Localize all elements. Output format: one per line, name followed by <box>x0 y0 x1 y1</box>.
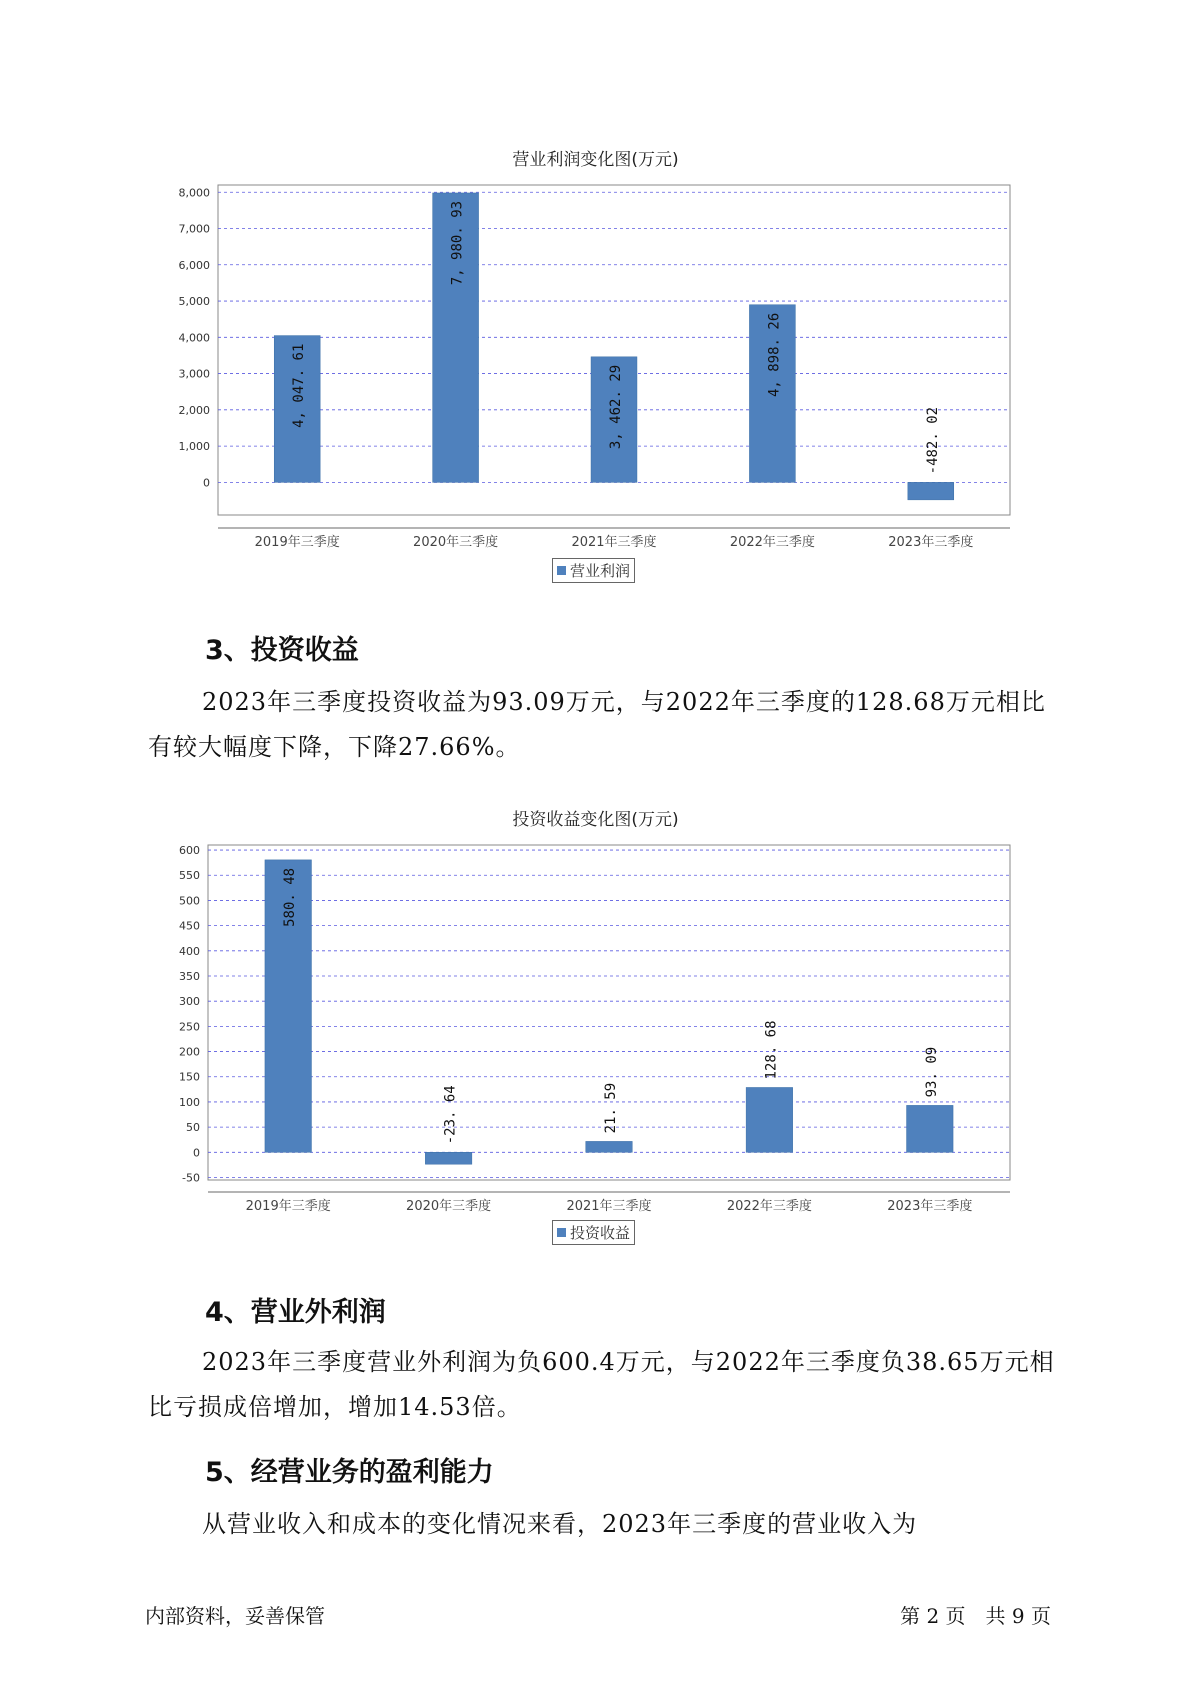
legend-swatch-1 <box>557 566 566 575</box>
legend-swatch-2 <box>557 1228 566 1237</box>
y-tick-label: 4,000 <box>178 331 210 345</box>
bar <box>746 1087 793 1152</box>
y-tick-label: 1,000 <box>178 440 210 454</box>
chart-1-legend-label: 营业利润 <box>570 562 631 580</box>
chart-1-legend <box>552 558 635 583</box>
bar-value-label: 7, 980. 93 <box>449 200 466 286</box>
x-category-label: 2021年三季度 <box>566 1199 652 1214</box>
bar <box>586 1141 633 1152</box>
y-tick-label: 7,000 <box>178 222 210 236</box>
bar-value-label: 21. 59 <box>603 1082 619 1134</box>
x-category-label: 2019年三季度 <box>254 535 340 550</box>
y-tick-label: 600 <box>179 844 200 858</box>
y-tick-label: 200 <box>179 1045 200 1059</box>
footer-page-number: 第 2 页 共 9 页 <box>900 1604 1051 1628</box>
chart-2-title: 投资收益变化图(万元) <box>512 810 679 830</box>
bar-value-label: 4, 047. 61 <box>291 343 308 428</box>
y-tick-label: 450 <box>179 919 200 933</box>
x-category-label: 2021年三季度 <box>571 535 657 550</box>
bar <box>908 482 954 499</box>
section-4-paragraph: 2023年三季度营业外利润为负600.4万元，与2022年三季度负38.65万元相比亏损成倍增加，增加14.53倍。 <box>148 1348 1055 1421</box>
bar-value-label: 3, 462. 29 <box>608 364 624 450</box>
x-category-label: 2023年三季度 <box>887 1199 973 1214</box>
x-category-label: 2020年三季度 <box>406 1199 492 1214</box>
x-category-label: 2020年三季度 <box>413 535 499 550</box>
operating-profit-chart <box>0 170 1191 550</box>
y-tick-label: 5,000 <box>178 295 210 309</box>
x-category-label: 2019年三季度 <box>245 1199 331 1214</box>
y-tick-label: 0 <box>193 1146 200 1160</box>
x-category-label: 2022年三季度 <box>729 535 815 550</box>
section-5-heading: 5、经营业务的盈利能力 <box>205 1457 494 1488</box>
bar <box>425 1152 472 1164</box>
bar-value-label: 4, 898. 26 <box>766 312 783 398</box>
y-tick-label: 100 <box>179 1095 200 1109</box>
y-tick-label: 150 <box>179 1070 200 1084</box>
y-tick-label: 500 <box>179 894 200 908</box>
bar-value-label: 128. 68 <box>763 1020 780 1080</box>
bar-value-label: -482. 02 <box>924 406 941 475</box>
section-3-heading: 3、投资收益 <box>205 635 359 666</box>
investment-income-chart <box>0 830 1191 1225</box>
y-tick-label: 6,000 <box>178 258 210 272</box>
y-tick-label: 50 <box>186 1121 200 1135</box>
chart-2-legend <box>552 1220 635 1245</box>
section-4-heading: 4、营业外利润 <box>205 1297 386 1328</box>
bar <box>907 1105 954 1152</box>
y-tick-label: 250 <box>179 1020 200 1034</box>
section-5-paragraph: 从营业收入和成本的变化情况来看，2023年三季度的营业收入为 <box>202 1510 918 1538</box>
x-category-label: 2023年三季度 <box>888 535 974 550</box>
y-tick-label: -50 <box>182 1171 200 1185</box>
y-tick-label: 8,000 <box>178 186 210 200</box>
bar-value-label: 93. 09 <box>923 1046 940 1098</box>
footer-confidential-note: 内部资料，妥善保管 <box>145 1604 325 1628</box>
y-tick-label: 300 <box>179 995 200 1009</box>
chart-2-legend-label: 投资收益 <box>570 1224 631 1242</box>
y-tick-label: 0 <box>203 476 210 490</box>
x-category-label: 2022年三季度 <box>726 1199 812 1214</box>
y-tick-label: 550 <box>179 869 200 883</box>
chart-1-title: 营业利润变化图(万元) <box>512 150 679 170</box>
y-tick-label: 400 <box>179 944 200 958</box>
bar-value-label: 580. 48 <box>282 867 299 927</box>
y-tick-label: 350 <box>179 969 200 983</box>
bar-value-label: -23. 64 <box>442 1085 459 1145</box>
section-3-paragraph: 2023年三季度投资收益为93.09万元，与2022年三季度的128.68万元相比有较大幅度下降，下降27.66%。 <box>148 688 1046 761</box>
y-tick-label: 2,000 <box>178 403 210 417</box>
y-tick-label: 3,000 <box>178 367 210 381</box>
